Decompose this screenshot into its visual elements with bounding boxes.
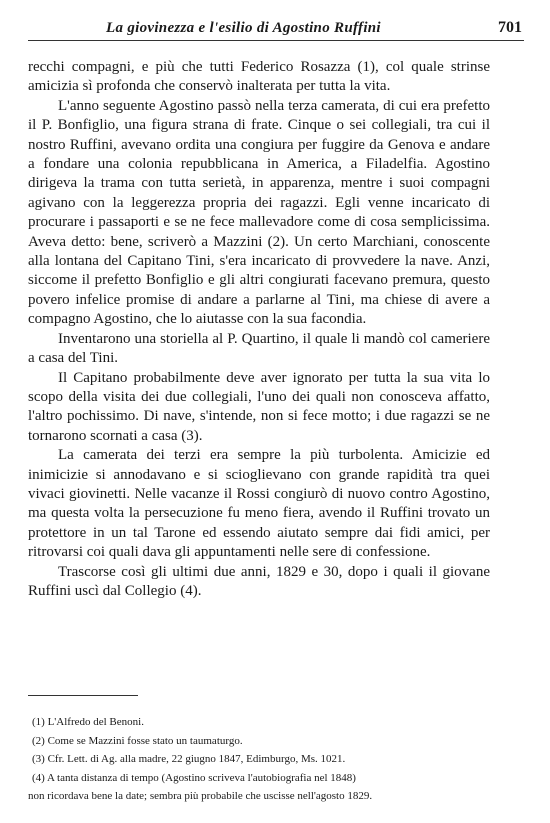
- paragraph: recchi compagni, e più che tutti Federico Rosazza (1), col quale strinse amicizia sì profonda che conservò inalterata per tutta la vita.: [28, 59, 490, 95]
- paragraph: Trascorse così gli ultimi due anni, 1829 e 30, dopo i quali il giovane Ruffini uscì dal Collegio (4).: [28, 563, 490, 599]
- running-title: La giovinezza e l'esilio di Agostino Ruffini: [106, 20, 381, 36]
- footnote-divider: [28, 695, 138, 696]
- paragraph: Inventarono una storiella al P. Quartino, il quale li mandò col cameriere a casa del Tini.: [28, 330, 490, 367]
- footnote: (1) L'Alfredo del Benoni.: [32, 716, 144, 728]
- body-text: [28, 58, 490, 601]
- footnote: (2) Come se Mazzini fosse stato un taumaturgo.: [32, 734, 243, 747]
- paragraph: Il Capitano probabilmente deve aver ignorato per tutta la sua vita lo scopo della visita dei due collegiali, l'uno dei quali non conosceva affatto, l'altro pochissimo. Di nave, s'intende, non si fece motto; i due ragazzi se ne tornarono scornati a casa (3).: [28, 369, 490, 444]
- paragraph: L'anno seguente Agostino passò nella terza camerata, di cui era prefetto il P. Bonfiglio, una figura strana di frate. Cinque o sei collegiali, tra cui il nostro Ruffini, avevano ordita una congiura per fuggire da Genova e andare a fondare una colonia repubblicana in America, a Filadelfia. Agostino dirigeva la trama con tutta serietà, in apparenza, mentre i suoi compagni agivano con la leggerezza propria dei ragazzi. Egli venne incaricato di procurare i passaporti e se ne fece mallevadore come di cosa semplicissima. Aveva detto: bene, scriverò a Mazzini (2). Un certo Marchiani, conoscente alla lontana del Capitano Tini, s'era incaricato di provvedere la nave. Anzi, siccome il prefetto Bonfiglio e gli altri congiurati facevano premura, questo povero infelice promise di andare a parlarne al Tini, ma chiese di avere a compagno Agostino, che lo aiutasse con la sua facondia.: [28, 97, 490, 328]
- page-number: 701: [498, 19, 522, 36]
- paragraph: La camerata dei terzi era sempre la più turbolenta. Amicizie ed inimicizie si annodavano e si scioglievano con grande rapidità tra quei vivaci giovinetti. Nelle vacanze il Rossi congiurò di nuovo contro Agostino, ma questa volta la persecuzione fu meno fiera, avendo il Ruffini trovato un protettore in un tal Tarone ed essendo aiutato sempre dai fidi amici, per ritrovarsi coi quali dava gli appuntamenti nelle sere di confessione.: [28, 447, 490, 561]
- footnotes: [28, 713, 490, 806]
- footnote: (3) Cfr. Lett. di Ag. alla madre, 22 giugno 1847, Edimburgo, Ms. 1021.: [32, 753, 346, 765]
- running-header: [28, 18, 524, 41]
- footnote: (4) A tanta distanza di tempo (Agostino scriveva l'autobiografia nel 1848): [32, 771, 356, 784]
- footnote-continuation: non ricordava bene la date; sembra più probabile che uscisse nell'agosto 1829.: [28, 790, 373, 802]
